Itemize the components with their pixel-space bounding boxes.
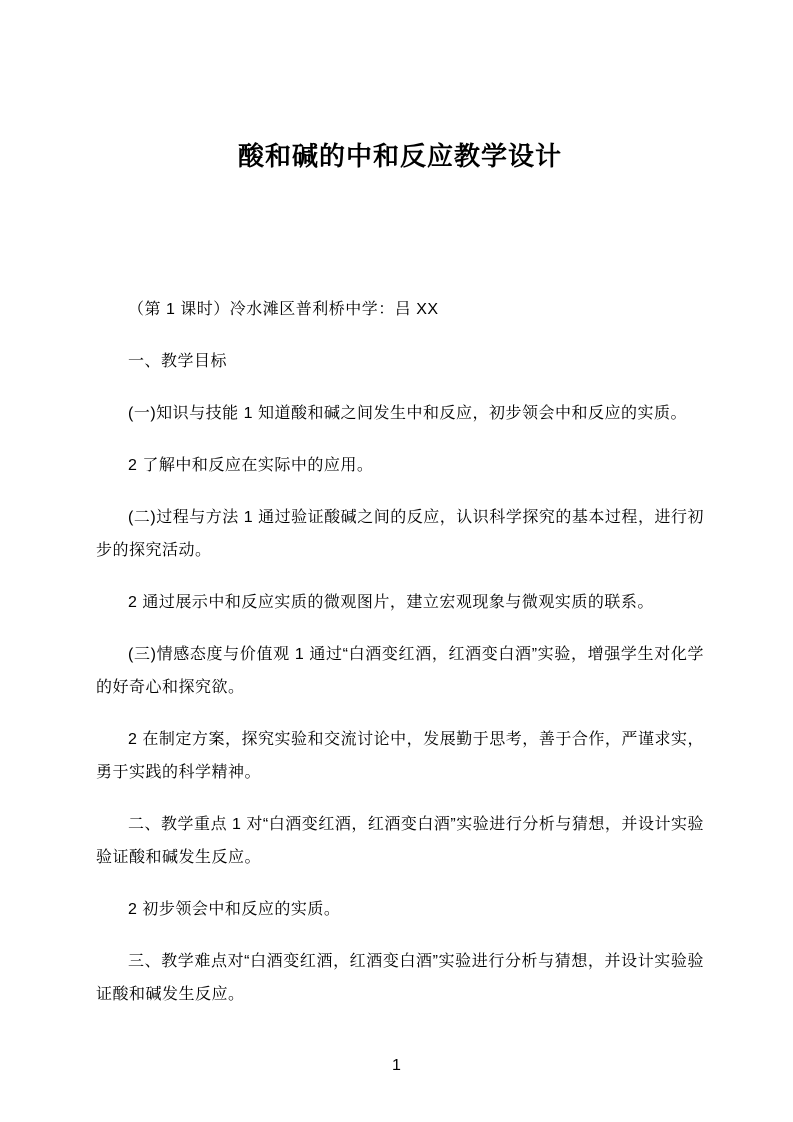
paragraph-emotion-values: (三)情感态度与价值观 1 通过“白酒变红酒，红酒变白酒”实验，增强学生对化学的好奇心和探究欲。 bbox=[96, 646, 704, 696]
paragraph-emotion-values-2: 2 在制定方案，探究实验和交流讨论中，发展勤于思考，善于合作，严谨求实，勇于实践的科学精神。 bbox=[96, 731, 704, 781]
page-number: 1 bbox=[392, 1057, 401, 1074]
paragraph-teaching-focus: 二、教学重点 1 对“白酒变红酒，红酒变白酒”实验进行分析与猜想，并设计实验验证酸和碱发生反应。 bbox=[96, 816, 704, 866]
paragraph-process-method: (二)过程与方法 1 通过验证酸碱之间的反应，认识科学探究的基本过程，进行初步的探究活动。 bbox=[96, 509, 704, 559]
paragraph-knowledge-skills-2: 2 了解中和反应在实际中的应用。 bbox=[128, 457, 374, 474]
document-content bbox=[96, 140, 704, 1030]
paragraph-knowledge-skills: (一)知识与技能 1 知道酸和碱之间发生中和反应，初步领会中和反应的实质。 bbox=[128, 405, 687, 422]
paragraph-teaching-difficulty: 三、教学难点对“白酒变红酒，红酒变白酒”实验进行分析与猜想，并设计实验验证酸和碱发生反应。 bbox=[96, 953, 704, 1003]
paragraph-class-session: （第 1 课时）冷水滩区普利桥中学：吕 XX bbox=[128, 301, 439, 318]
document-title: 酸和碱的中和反应教学设计 bbox=[237, 141, 562, 171]
paragraph-section-1-heading: 一、教学目标 bbox=[128, 353, 228, 370]
paragraph-process-method-2: 2 通过展示中和反应实质的微观图片，建立宏观现象与微观实质的联系。 bbox=[128, 594, 654, 611]
paragraph-teaching-focus-2: 2 初步领会中和反应的实质。 bbox=[128, 901, 341, 918]
